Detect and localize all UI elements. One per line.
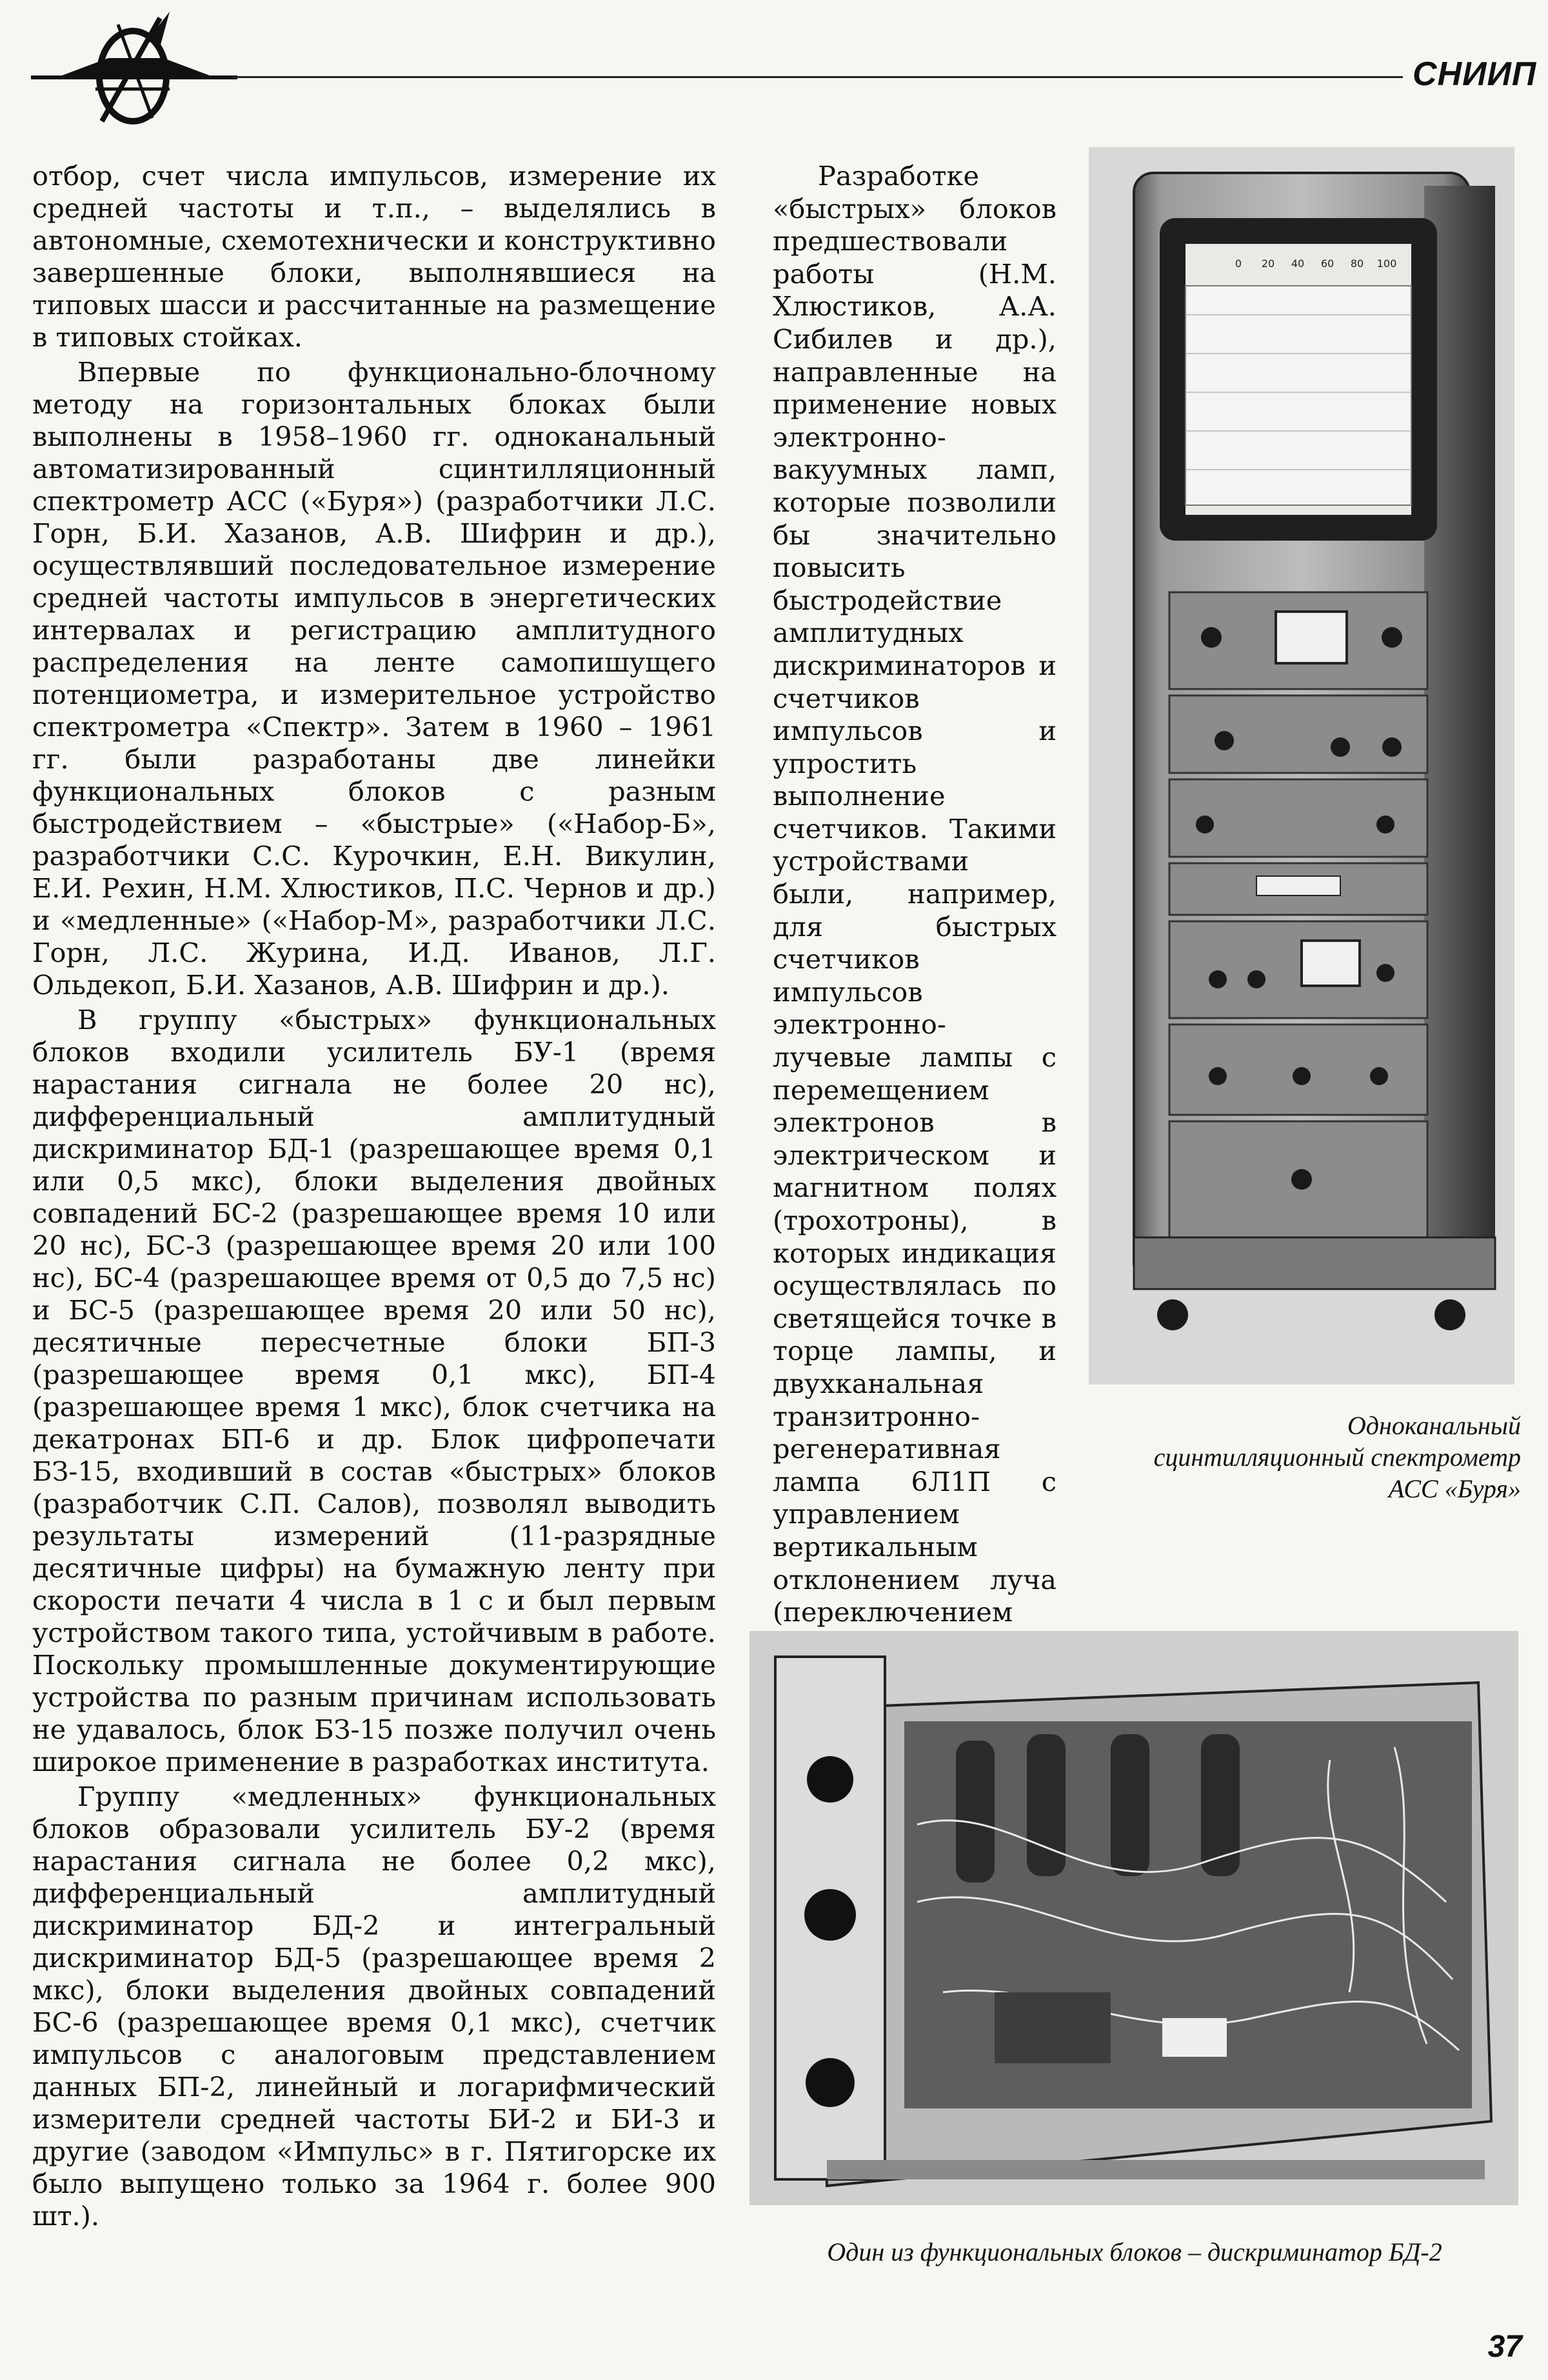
paragraph: В группу «быстрых» функциональных блоков входили усилитель БУ-1 (время нарастания сигнала не более 20 нс), дифференциальный амплитудный дискриминатор БД-1 (разрешающее время 0,1 или 0,5 мкс), блоки выделения двойных совпадений БС-2 (разрешающее время 10 или 20 нс), БС-3 (разрешающее время 20 или 100 нс), БС-4 (разрешающее время от 0,5 до 7,5 нс) и БС-5 (разрешающее время 20 или 50 нс), десятичные пересчетные блоки БП-3 (разрешающее время 0,1 мкс), БП-4 (разрешающее время 1 мкс), блок счетчика на декатронах БП-6 и др. Блок цифропечати БЗ-15, входивший в состав «быстрых» блоков (разработчик С.П. Салов), позволял выводить результаты измерений (11-разрядные десятичные цифры) на бумажную ленту при скорости печати 4 числа в 1 с и был первым устройством такого типа, устойчивым в работе. Поскольку промышленные документирующие устройства по разным причинам использовать не удавалось, блок БЗ-15 позже получил очень широкое применение в разработках института. [32,1004,716,1777]
page-header [0,0,1548,129]
header-rule [232,76,1403,78]
photo2-caption: Один из функциональных блоков – дискриминатор БД-2 [827,2237,1442,2266]
paragraph: Впервые по функционально-блочному методу на горизонтальных блоках были выполнены в 1958–1960 гг. одноканальный автоматизированный сцинтилляционный спектрометр АСС («Буря») (разработчики Л.С. Горн, Б.И. Хазанов, А.В. Шифрин и др.), осуществлявший последовательное измерение средней частоты импульсов в энергетических интервалах и регистрацию амплитудного распределения на ленте самопишущего потенциометра, и измерительное устройство спектрометра «Спектр». Затем в 1960 – 1961 гг. были разработаны две линейки функциональных блоков с разным быстродействием – «быстрые» («Набор-Б», разработчики С.С. Курочкин, Е.Н. Викулин, Е.И. Рехин, Н.М. Хлюстиков, П.С. Чернов и др.) и «медленные» («Набор-М», разработчики Л.С. Горн, Л.С. Журина, И.Д. Иванов, Л.Г. Ольдекоп, Б.И. Хазанов, А.В. Шифрин и др.). [32,356,716,1001]
section-title: СНИИП [1413,55,1537,93]
page-number: 37 [1487,2330,1522,2364]
photo1-caption: Одноканальный сцинтилляционный спектрометр АСС «Буря» [1153,1411,1521,1503]
scale-label: 60 [1320,257,1335,270]
scale-label: 20 [1261,257,1275,270]
middle-text-column [773,160,1057,1697]
scale-label: 0 [1235,257,1242,270]
left-text-column [32,160,716,2235]
scale-label: 100 [1376,257,1397,270]
paragraph: отбор, счет числа импульсов, измерение их средней частоты и т.п., – выделялись в автономные, схемотехнически и конструктивно завершенные блоки, выполнявшиеся на типовых шасси и рассчитанные на размещение в типовых стойках. [32,160,716,353]
spectrometer-photo [1089,147,1514,1385]
institute-logo-icon [31,12,237,128]
scale-label: 80 [1350,257,1364,270]
discriminator-block-photo [749,1631,1518,2205]
paragraph: Группу «медленных» функциональных блоков образовали усилитель БУ-2 (время нарастания сигнала не более 0,2 мкс), дифференциальный амплитудный дискриминатор БД-2 и интегральный дискриминатор БД-5 (разрешающее время 2 мкс), блоки выделения двойных совпадений БС-6 (разрешающее время 0,1 мкс), счетчик импульсов с аналоговым представлением данных БП-2, линейный и логарифмический измерители средней частоты БИ-2 и БИ-3 и другие (заводом «Импульс» в г. Пятигорске их было выпущено только за 1964 г. более 900 шт.). [32,1781,716,2232]
paragraph: Разработке «быстрых» блоков предшествовали работы (Н.М. Хлюстиков, А.А. Сибилев и др.), направленные на применение новых электронно-вакуумных ламп, которые позволили бы значительно повысить быстродействие амплитудных дискриминаторов и счетчиков импульсов и упростить выполнение счетчиков. Такими устройствами были, например, для быстрых счетчиков импульсов электронно-лучевые лампы с перемещением электронов в электрическом и магнитном полях (трохотроны), в которых индикация осуществлялась по светящейся точке в торце лампы, и двухканальная транзитронно-регенеративная лампа 6Л1П с управлением вертикальным отклонением луча (переключением [773,160,1057,1628]
scale-label: 40 [1291,257,1305,270]
